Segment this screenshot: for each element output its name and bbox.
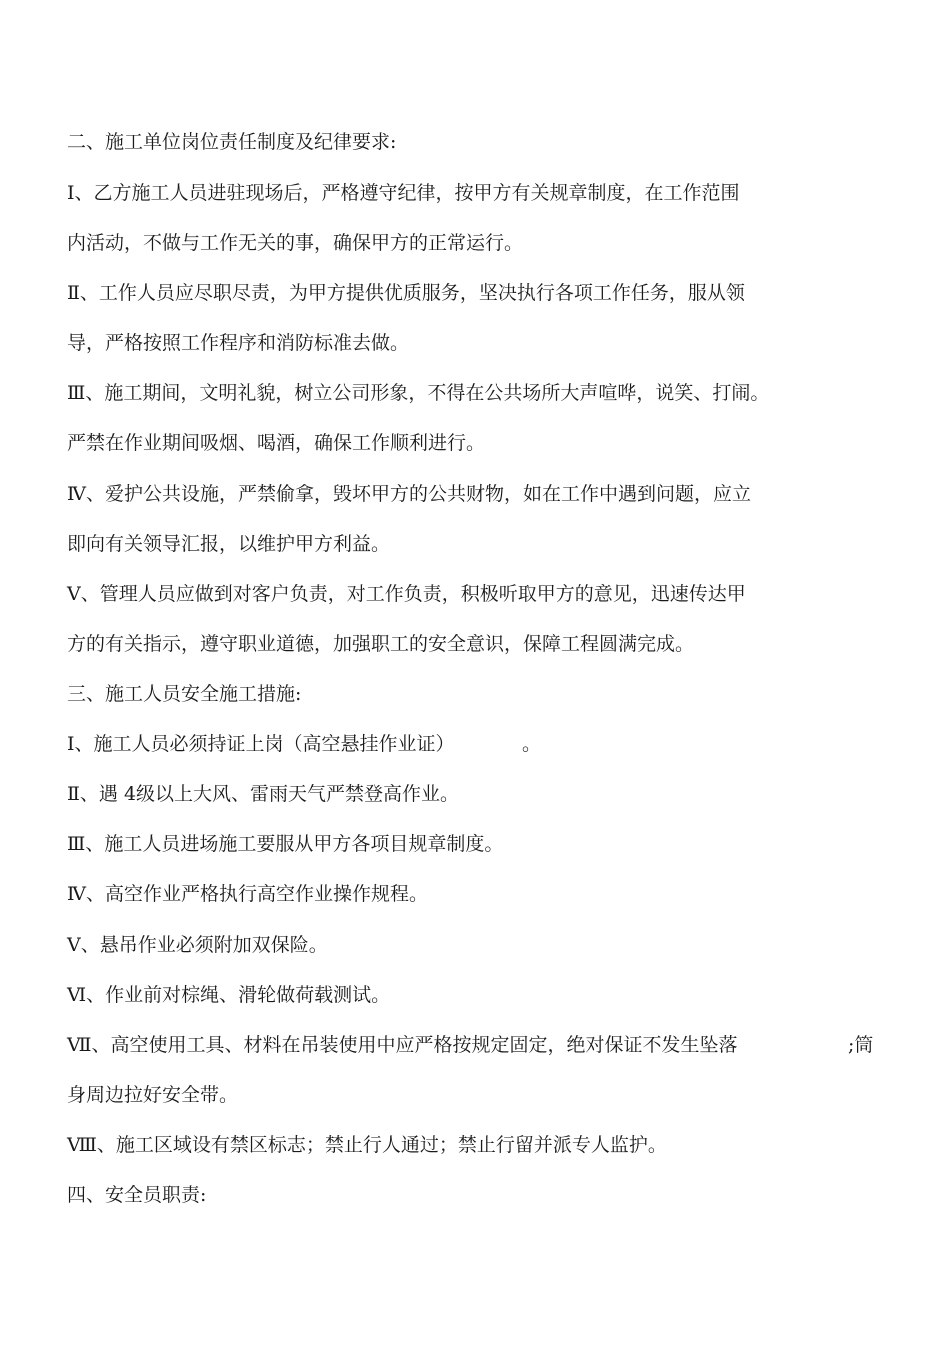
paragraph-line: Ⅰ、乙方施工人员进驻现场后，严格遵守纪律，按甲方有关规章制度，在工作范围 (67, 182, 740, 204)
paragraph-line: 即向有关领导汇报，以维护甲方利益。 (67, 533, 391, 555)
paragraph-line: 导，严格按照工作程序和消防标准去做。 (67, 332, 410, 354)
list-item: Ⅰ、施工人员必须持证上岗（高空悬挂作业证） (67, 733, 455, 755)
list-item: 身周边拉好安全带。 (67, 1084, 239, 1106)
paragraph-line: Ⅴ、管理人员应做到对客户负责，对工作负责，积极听取甲方的意见，迅速传达甲 (67, 583, 746, 605)
list-item: Ⅲ、施工人员进场施工要服从甲方各项目规章制度。 (67, 833, 504, 855)
paragraph-line: 内活动，不做与工作无关的事，确保甲方的正常运行。 (67, 232, 524, 254)
list-item: Ⅷ、施工区域设有禁区标志；禁止行人通过；禁止行留并派专人监护。 (67, 1134, 667, 1156)
list-item: Ⅶ、高空使用工具、材料在吊装使用中应严格按规定固定，绝对保证不发生坠落 (67, 1034, 738, 1056)
section-heading-2: 二、施工单位岗位责任制度及纪律要求: (67, 131, 397, 153)
paragraph-line: Ⅳ、爱护公共设施，严禁偷拿，毁坏甲方的公共财物，如在工作中遇到问题，应立 (67, 483, 751, 505)
list-item: Ⅴ、悬吊作业必须附加双保险。 (67, 934, 328, 956)
paragraph-line: 方的有关指示，遵守职业道德，加强职工的安全意识，保障工程圆满完成。 (67, 633, 695, 655)
list-item: Ⅳ、高空作业严格执行高空作业操作规程。 (67, 883, 428, 905)
list-item: Ⅵ、作业前对棕绳、滑轮做荷载测试。 (67, 984, 391, 1006)
section-heading-3: 三、施工人员安全施工措施: (67, 683, 302, 705)
paragraph-line: Ⅱ、工作人员应尽职尽责，为甲方提供优质服务，坚决执行各项工作任务，服从领 (67, 282, 745, 304)
list-item: Ⅱ、遇 4级以上大风、雷雨天气严禁登高作业。 (67, 783, 460, 805)
list-item-continuation: ;筒 (848, 1034, 874, 1056)
section-heading-4: 四、安全员职责: (67, 1184, 207, 1206)
paragraph-line: 严禁在作业期间吸烟、喝酒，确保工作顺利进行。 (67, 432, 486, 454)
list-item-end-mark: 。 (522, 733, 542, 755)
paragraph-line: Ⅲ、施工期间，文明礼貌，树立公司形象，不得在公共场所大声喧哗，说笑、打闹。 (67, 382, 770, 404)
